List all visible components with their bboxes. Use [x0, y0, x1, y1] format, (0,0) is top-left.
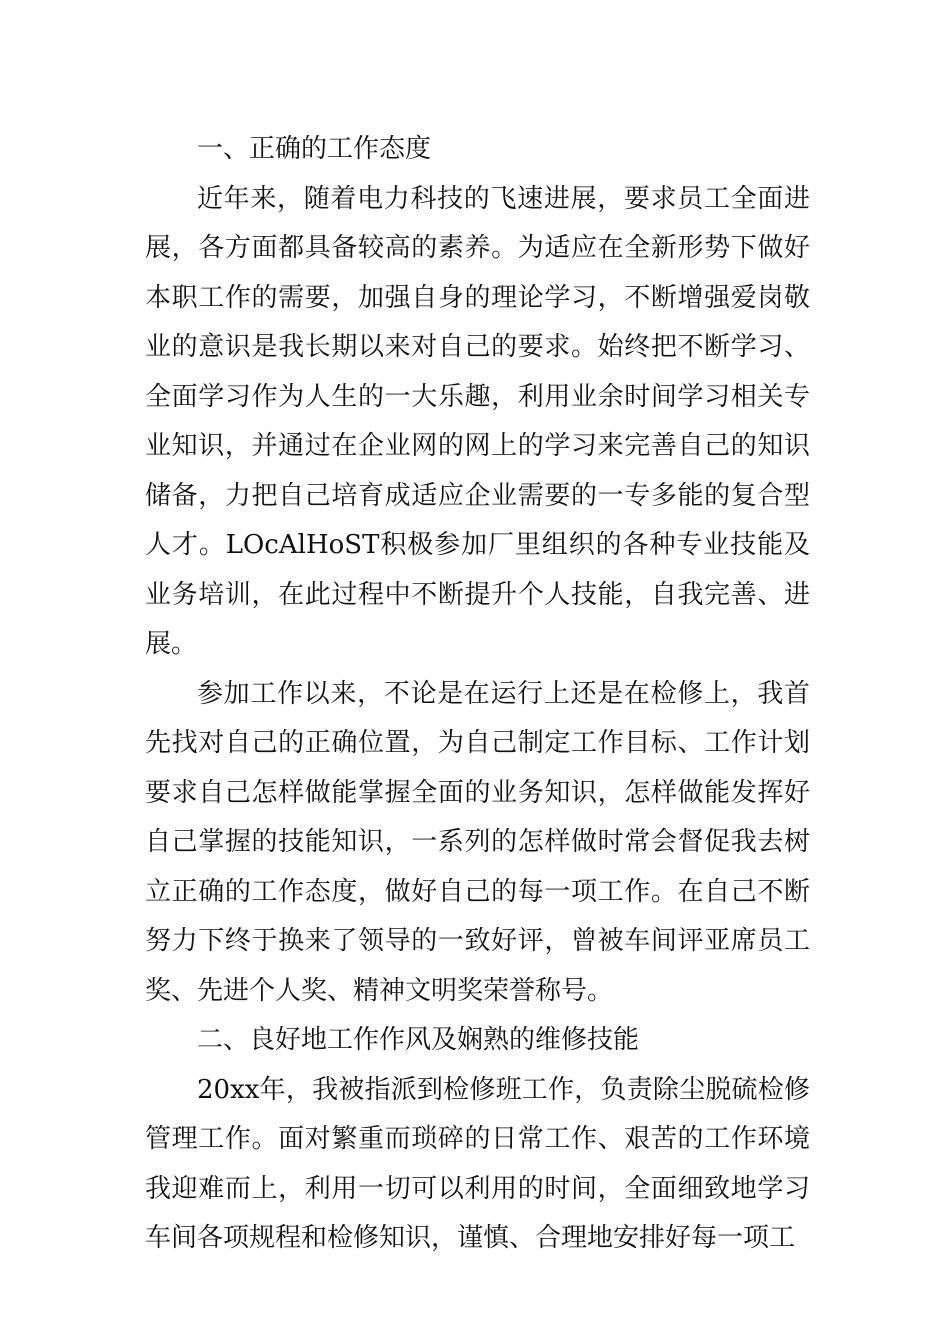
section-heading-1: 一、正确的工作态度 [197, 134, 432, 164]
paragraph-2: 参加工作以来，不论是在运行上还是在检修上，我首先找对自己的正确位置，为自己制定工作目标、工作计划要求自己怎样做能掌握全面的业务知识，怎样做能发挥好自己掌握的技能知识，一系列的怎样做时常会督促我去树立正确的工作态度，做好自己的每一项工作。在自己不断努力下终于换来了领导的一致好评，曾被车间评亚席员工奖、先进个人奖、精神文明奖荣誉称号。 [145, 678, 810, 1006]
document-page [145, 125, 810, 1264]
paragraph-1: 近年来，随着电力科技的飞速进展，要求员工全面进展，各方面都具备较高的素养。为适应在全新形势下做好本职工作的需要，加强自身的理论学习，不断增强爱岗敬业的意识是我长期以来对自己的要求。始终把不断学习、全面学习作为人生的一大乐趣，利用业余时间学习相关专业知识，并通过在企业网的网上的学习来完善自己的知识储备，力把自己培育成适应企业需要的一专多能的复合型人才。LOcAlHoST积极参加厂里组织的各种专业技能及业务培训，在此过程中不断提升个人技能，自我完善、进展。 [145, 183, 810, 659]
paragraph-3: 20xx年，我被指派到检修班工作，负责除尘脱硫检修管理工作。面对繁重而琐碎的日常工作、艰苦的工作环境我迎难而上，利用一切可以利用的时间，全面细致地学习车间各项规程和检修知识，谨慎、合理地安排好每一项工 [145, 1074, 810, 1253]
section-heading-2: 二、良好地工作作风及娴熟的维修技能 [197, 1025, 640, 1055]
